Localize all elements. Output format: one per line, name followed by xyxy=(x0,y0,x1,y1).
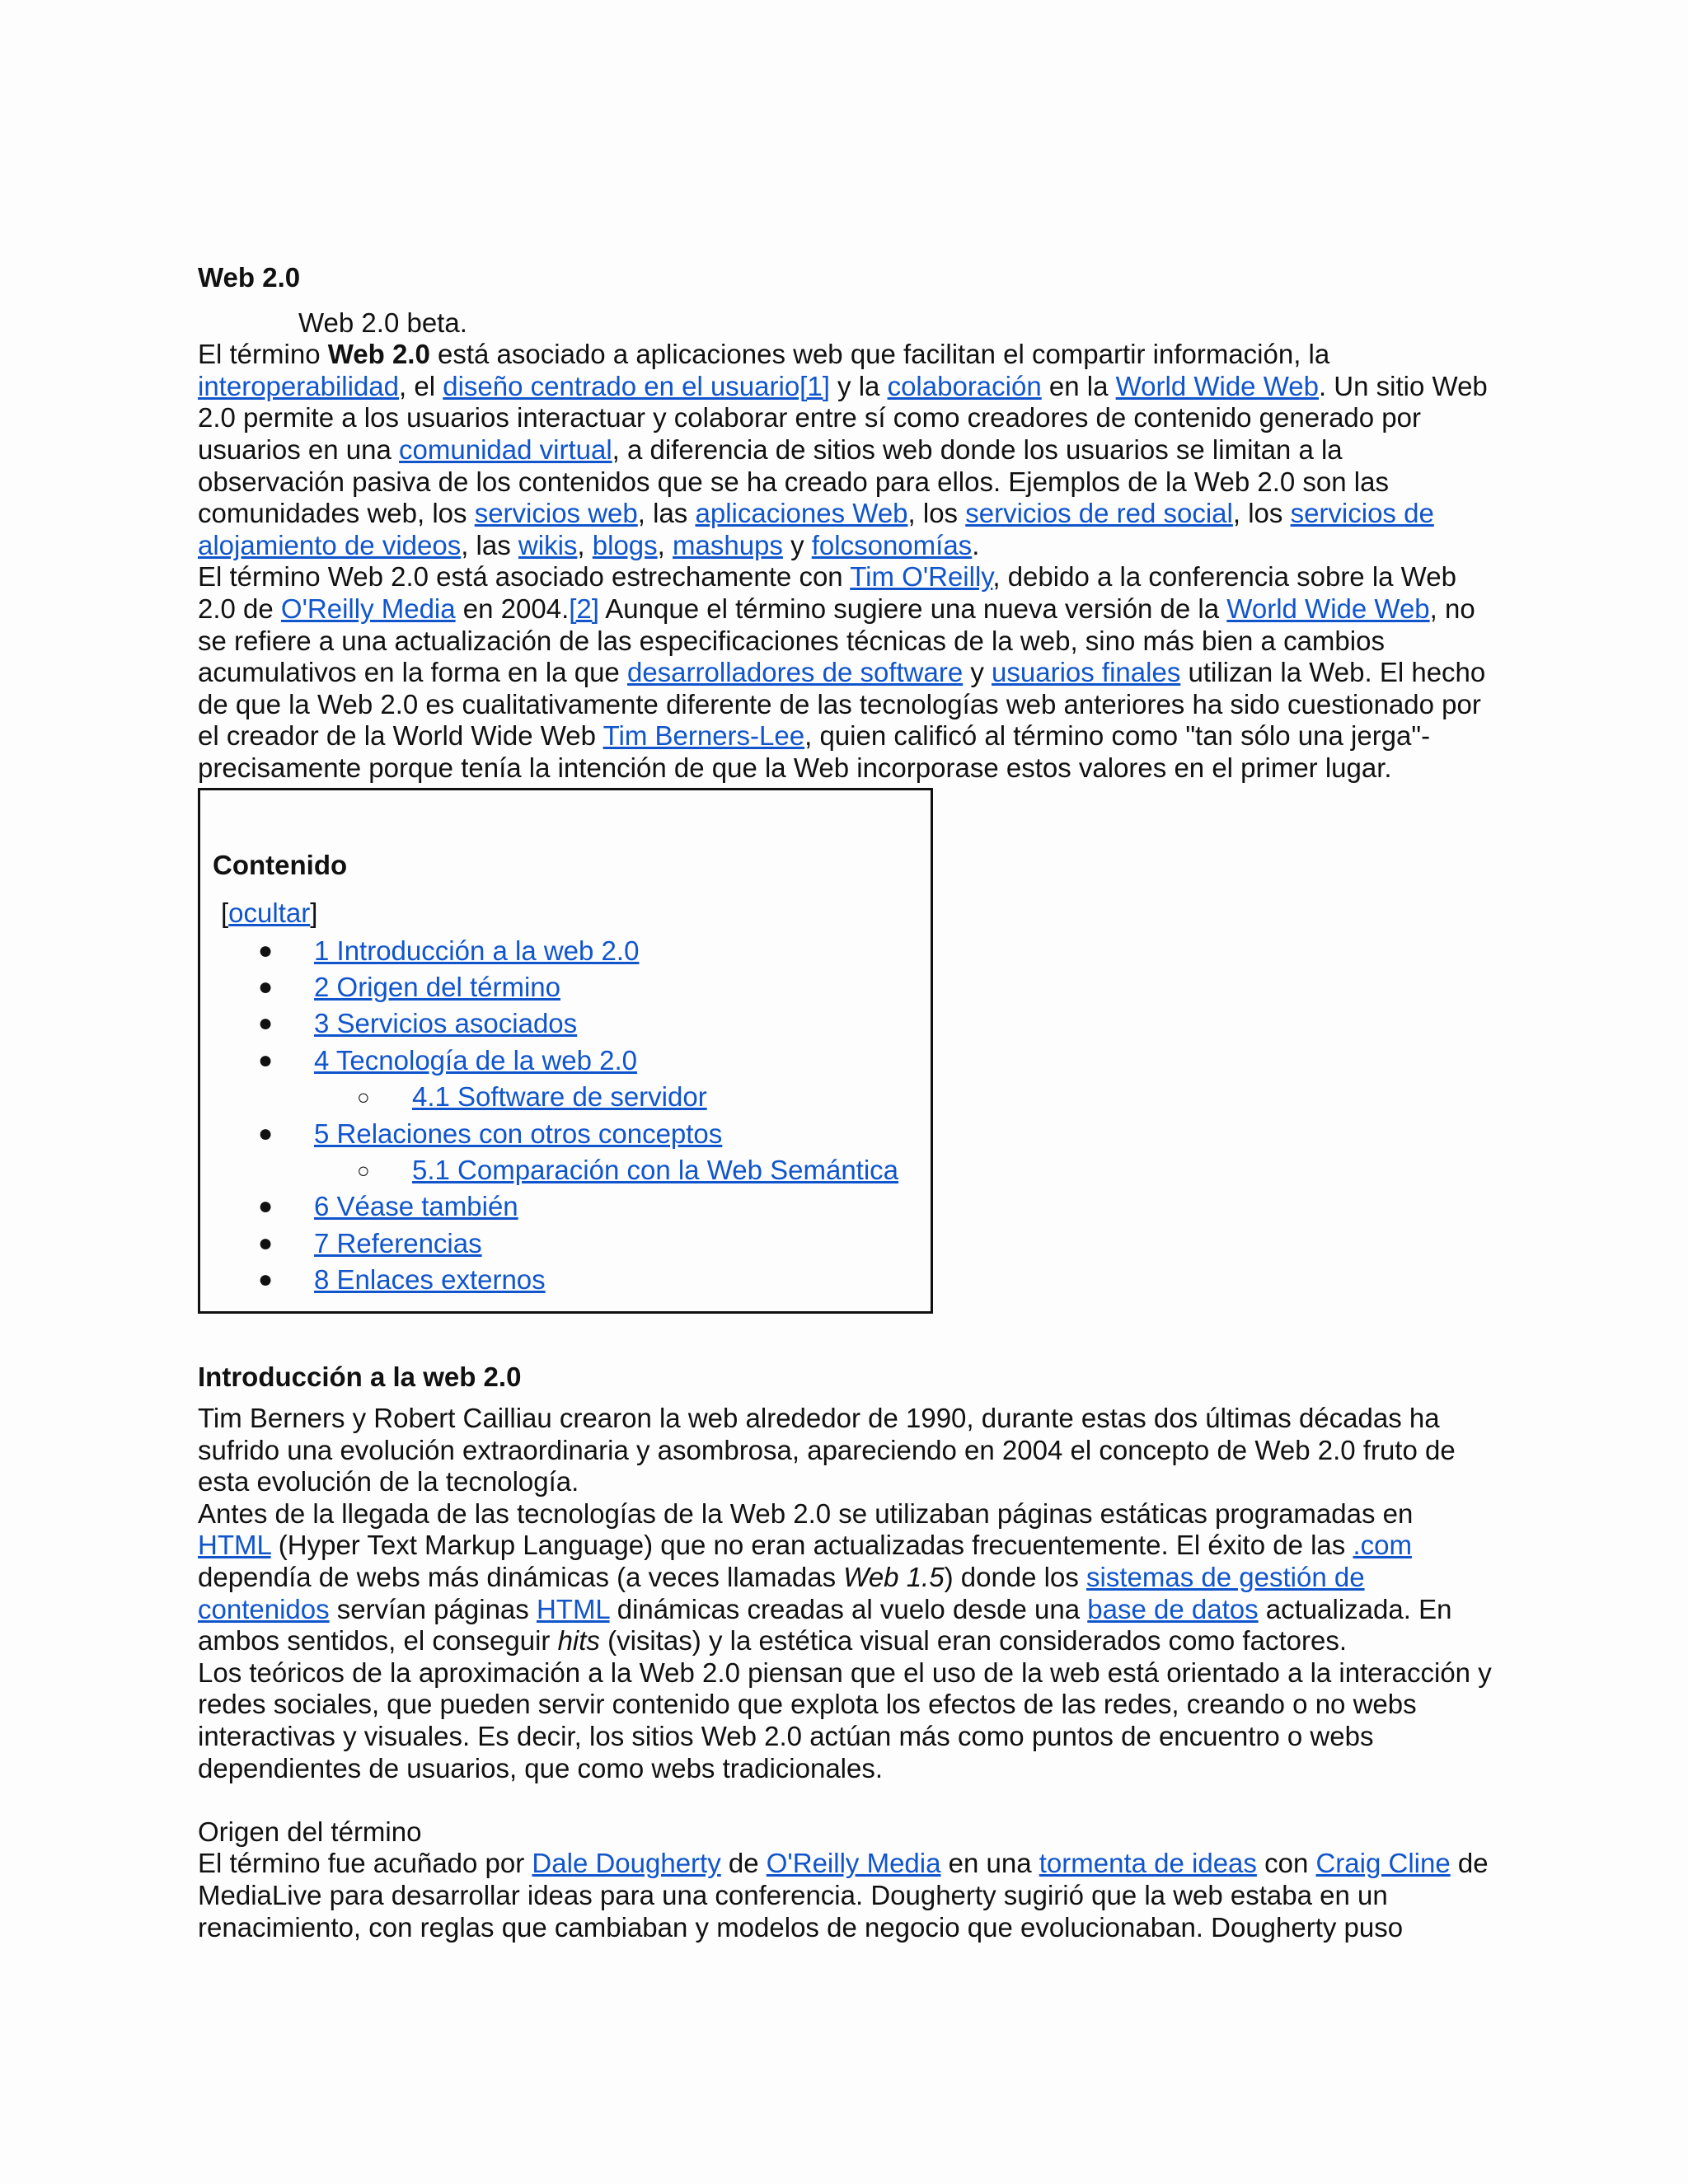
link-html-2[interactable]: HTML xyxy=(536,1593,610,1624)
toc-link-enlaces-externos[interactable]: 8 Enlaces externos xyxy=(314,1264,546,1296)
circle-bullet-icon: ○ xyxy=(357,1158,370,1183)
section1-paragraph-2: Antes de la llegada de las tecnologías de la Web 2.0 se utilizaban páginas estáticas programadas en HTML (Hyper Text Markup Language) que no eran actualizadas frecuentemente. El éxito de las .com dependía de webs más dinámicas (a veces llamadas Web 1.5) donde los sistemas de gestión de contenidos servían páginas HTML dinámicas creadas al vuelo desde una base de datos actualizada. En ambos sentidos, el conseguir hits (visitas) y la estética visual eran considerados como factores. xyxy=(198,1497,1452,1657)
link-craig-cline[interactable]: Craig Cline xyxy=(1315,1848,1451,1879)
bullet-icon: ● xyxy=(258,973,274,1001)
link-tim-berners-lee[interactable]: Tim Berners-Lee xyxy=(603,720,805,752)
intro-paragraph-1: El término Web 2.0 está asociado a aplicaciones web que facilitan el compartir información, la interoperabilidad, el diseño centrado en el usuario[1] y la colaboración en la World Wide Web. Un sitio Web 2.0 permite a los usuarios interactuar y colaborar entre sí como creadores de contenido generado por usuarios en una comunidad virtual, a diferencia de sitios web donde los usuarios se limitan a la observación pasiva de los contenidos que se ha creado para ellos. Ejemplos de la Web 2.0 son las comunidades web, los servicios web, las aplicaciones Web, los servicios de red social, los servicios de alojamiento de videos, las wikis, blogs, mashups y folcsonomías. xyxy=(198,339,1488,560)
toc-item xyxy=(213,1005,931,1042)
link-base-de-datos[interactable]: base de datos xyxy=(1087,1593,1259,1624)
link-oreilly-media-2[interactable]: O'Reilly Media xyxy=(766,1848,941,1879)
section1-paragraph-1: Tim Berners y Robert Cailliau crearon la web alrededor de 1990, durante estas dos últimas décadas ha sufrido una evolución extraordinaria y asombrosa, apareciendo en 2004 el concepto de Web 2.0 fruto de esta evolución de la tecnología. xyxy=(198,1403,1456,1497)
link-mashups[interactable]: mashups xyxy=(673,529,783,560)
bullet-icon: ● xyxy=(258,1229,274,1257)
toc-item xyxy=(213,1188,931,1225)
toc-link-tecnologia[interactable]: 4 Tecnología de la web 2.0 xyxy=(314,1044,638,1076)
link-world-wide-web[interactable]: World Wide Web xyxy=(1115,370,1319,401)
page-title: Web 2.0 xyxy=(198,262,301,293)
link-gestion-contenidos[interactable]: sistemas de gestión de contenidos xyxy=(198,1562,1365,1624)
link-reference-2[interactable]: [2] xyxy=(569,593,599,624)
link-diseno-centrado-usuario[interactable]: diseño centrado en el usuario[1] xyxy=(443,370,830,401)
toc-link-web-semantica[interactable]: 5.1 Comparación con la Web Semántica xyxy=(412,1155,899,1186)
toc-item xyxy=(213,1226,931,1262)
bullet-icon: ● xyxy=(258,1119,274,1147)
table-of-contents xyxy=(198,788,933,1314)
toc-link-introduccion[interactable]: 1 Introducción a la web 2.0 xyxy=(314,935,640,966)
link-world-wide-web-2[interactable]: World Wide Web xyxy=(1226,593,1430,624)
toc-hide-control: [ocultar] xyxy=(221,898,318,929)
toc-subitem xyxy=(213,1152,931,1188)
link-dot-com[interactable]: .com xyxy=(1353,1530,1412,1561)
link-servicios-red-social[interactable]: servicios de red social xyxy=(965,498,1233,529)
link-interoperabilidad[interactable]: interoperabilidad xyxy=(198,370,400,401)
toc-link-referencias[interactable]: 7 Referencias xyxy=(314,1227,482,1258)
bullet-icon: ● xyxy=(258,936,274,964)
toc-link-relaciones[interactable]: 5 Relaciones con otros conceptos xyxy=(314,1118,723,1149)
bullet-icon: ● xyxy=(258,1193,274,1221)
image-caption: Web 2.0 beta. xyxy=(298,307,467,338)
link-html[interactable]: HTML xyxy=(198,1530,271,1561)
link-dale-dougherty[interactable]: Dale Dougherty xyxy=(532,1848,721,1879)
link-colaboracion[interactable]: colaboración xyxy=(887,370,1042,401)
toc-item xyxy=(213,1116,931,1152)
link-servicios-web[interactable]: servicios web xyxy=(474,498,638,529)
circle-bullet-icon: ○ xyxy=(357,1085,370,1110)
toc-link-servicios[interactable]: 3 Servicios asociados xyxy=(314,1008,578,1039)
document-page xyxy=(198,262,1492,1943)
toc-title: Contenido xyxy=(213,849,348,880)
blank-line xyxy=(198,1784,1492,1816)
link-tormenta-de-ideas[interactable]: tormenta de ideas xyxy=(1039,1848,1257,1879)
intro-paragraph-2: El término Web 2.0 está asociado estrechamente con Tim O'Reilly, debido a la conferencia sobre la Web 2.0 de O'Reilly Media en 2004.[2] Aunque el término sugiere una nueva versión de la World Wide Web, no se refiere a una actualización de las especificaciones técnicas de la web, sino más bien a cambios acumulativos en la forma en la que desarrolladores de software y usuarios finales utilizan la Web. El hecho de que la Web 2.0 es cualitativamente diferente de las tecnologías web anteriores ha sido cuestionado por el creador de la World Wide Web Tim Berners-Lee, quien calificó al término como "tan sólo una jerga"- precisamente porque tenía la intención de que la Web incorporase estos valores en el primer lugar. xyxy=(198,561,1486,783)
bullet-icon: ● xyxy=(258,1046,274,1074)
bullet-icon: ● xyxy=(258,1266,274,1294)
link-usuarios-finales[interactable]: usuarios finales xyxy=(992,657,1181,688)
link-desarrolladores-software[interactable]: desarrolladores de software xyxy=(626,657,964,688)
link-alojamiento-videos[interactable]: servicios de alojamiento de videos xyxy=(198,498,1434,560)
toc-item xyxy=(213,1043,931,1079)
section-title-origen: Origen del término xyxy=(198,1816,422,1847)
link-tim-oreilly[interactable]: Tim O'Reilly xyxy=(850,561,993,593)
toc-subitem xyxy=(213,1079,931,1115)
section1-paragraph-3: Los teóricos de la aproximación a la Web 2.0 piensan que el uso de la web está orientado a la interacción y redes sociales, que pueden servir contenido que explota los efectos de las redes, creando o no webs interactivas y visuales. Es decir, los sitios Web 2.0 actúan más como puntos de encuentro o webs dependientes de usuarios, que como webs tradicionales. xyxy=(198,1657,1492,1783)
toc-list xyxy=(213,933,931,1299)
section2-paragraph-1: El término fue acuñado por Dale Dougherty de O'Reilly Media en una tormenta de ideas con Craig Cline de MediaLive para desarrollar ideas para una conferencia. Dougherty sugirió que la web estaba en un renacimiento, con reglas que cambiaban y modelos de negocio que evolucionaban. Dougherty puso xyxy=(198,1848,1489,1943)
toc-hide-link[interactable]: ocultar xyxy=(228,898,311,929)
toc-item xyxy=(213,1262,931,1298)
link-folcsonomias[interactable]: folcsonomías xyxy=(811,529,973,560)
toc-link-origen[interactable]: 2 Origen del término xyxy=(314,972,560,1003)
section-title-introduccion: Introducción a la web 2.0 xyxy=(198,1361,522,1392)
toc-item xyxy=(213,933,931,969)
link-oreilly-media[interactable]: O'Reilly Media xyxy=(280,593,456,624)
toc-item xyxy=(213,969,931,1005)
link-aplicaciones-web[interactable]: aplicaciones Web xyxy=(695,498,908,529)
link-comunidad-virtual[interactable]: comunidad virtual xyxy=(399,434,612,465)
toc-link-software-servidor[interactable]: 4.1 Software de servidor xyxy=(412,1081,707,1113)
link-blogs[interactable]: blogs xyxy=(592,529,658,560)
toc-link-vease-tambien[interactable]: 6 Véase también xyxy=(314,1191,518,1222)
bullet-icon: ● xyxy=(258,1010,274,1038)
link-wikis[interactable]: wikis xyxy=(518,529,578,560)
